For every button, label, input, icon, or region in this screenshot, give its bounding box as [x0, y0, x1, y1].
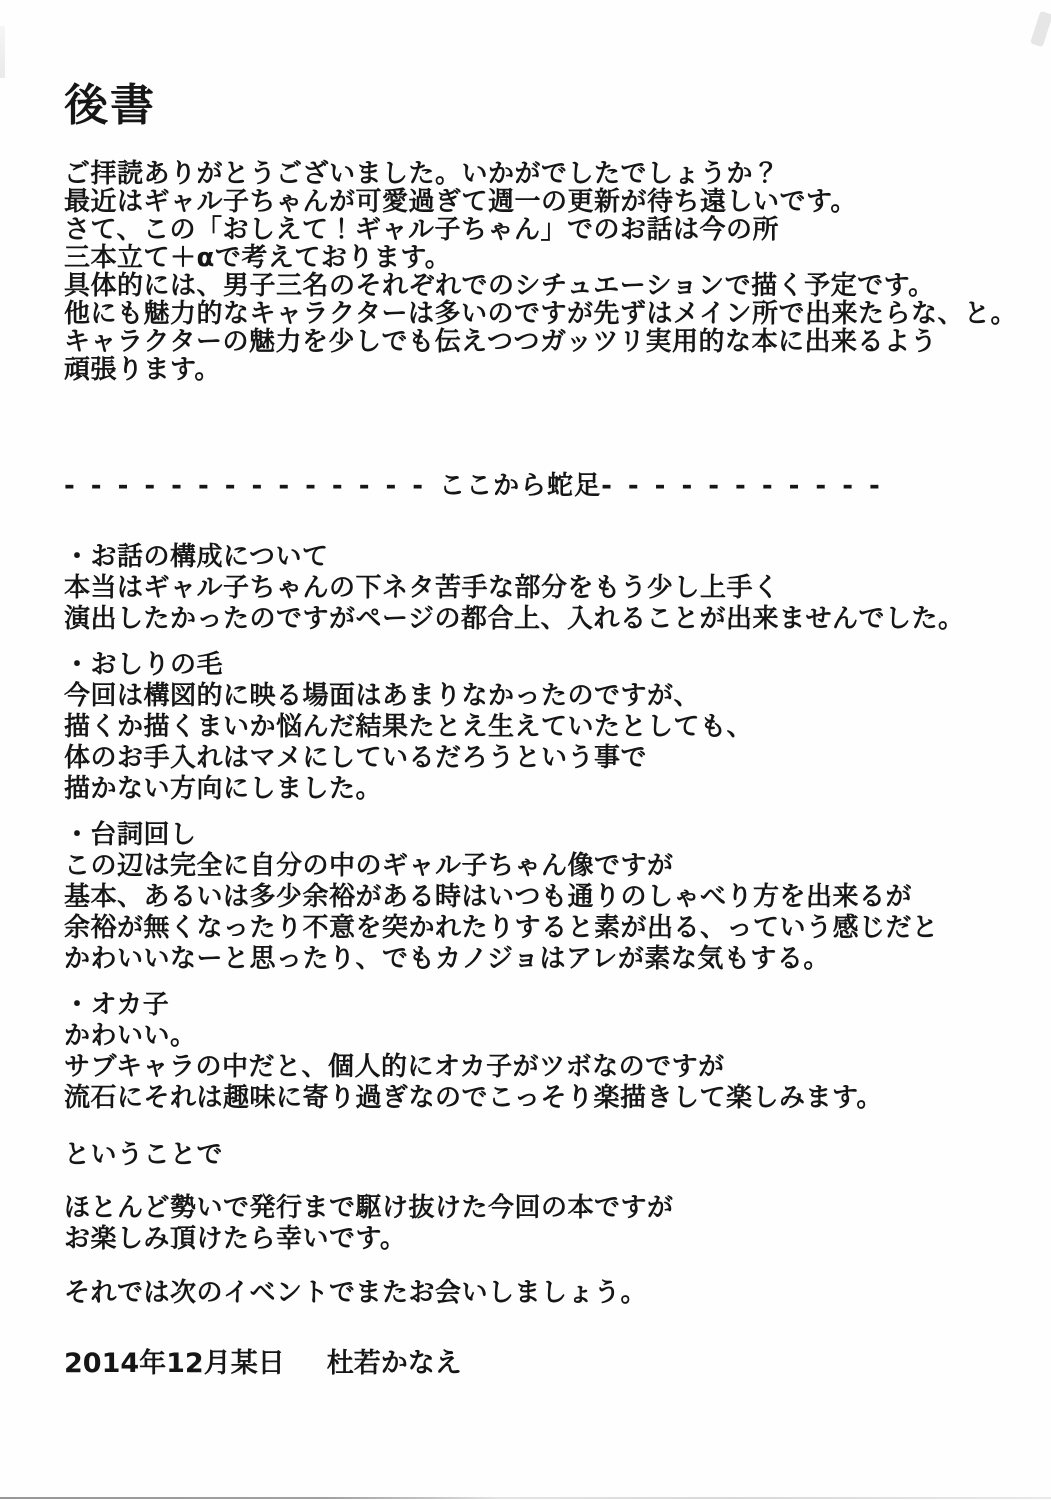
intro-line: キャラクターの魅力を少しでも伝えつつガッツリ実用的な本に出来るよう — [64, 327, 937, 357]
section-line: 基本、あるいは多少余裕がある時はいつも通りのしゃべり方を出来るが — [64, 882, 913, 912]
divider-label: ここから蛇足 — [439, 471, 602, 501]
section-line: かわいいなーと思ったり、でもカノジョはアレが素な気もする。 — [64, 944, 830, 974]
closing-lead: ということで — [64, 1140, 224, 1170]
scan-artifact-bottom-edge — [0, 1497, 1051, 1499]
intro-line: 他にも魅力的なキャラクターは多いのですが先ずはメイン所で出来たらな、と。 — [64, 299, 1017, 329]
section-heading: ・おしりの毛 — [64, 650, 224, 680]
intro-line: ご拝読ありがとうございました。いかがでしたでしょうか？ — [64, 159, 780, 189]
section-line: 体のお手入れはマメにしているだろうという事で — [64, 743, 648, 773]
section-line: 描くか描くまいか悩んだ結果たとえ生えていたとしても、 — [64, 712, 754, 742]
page-title: 後書 — [64, 80, 156, 131]
section-story-structure — [64, 542, 1011, 635]
closing-farewell: それでは次のイベントでまたお会いしましょう。 — [64, 1278, 648, 1308]
scan-artifact-top-left — [0, 26, 5, 78]
section-line: 余裕が無くなったり不意を突かれたりすると素が出る、っていう感じだと — [64, 913, 939, 943]
section-line: 本当はギャル子ちゃんの下ネタ苦手な部分をもう少し上手く — [64, 573, 780, 603]
intro-line: 三本立て＋αで考えております。 — [64, 243, 452, 273]
signature-line — [64, 1349, 1011, 1379]
closing-line: ほとんど勢いで発行まで駆け抜けた今回の本ですが — [64, 1193, 674, 1223]
section-line: この辺は完全に自分の中のギャル子ちゃん像ですが — [64, 851, 674, 881]
divider-dashes-left: -------------- — [64, 471, 440, 501]
section-line: 演出したかったのですがページの都合上、入れることが出来ませんでした。 — [64, 604, 965, 634]
divider-dashes-right: ----------- — [601, 471, 896, 501]
section-dialogue-style — [64, 820, 1011, 975]
snake-footnote-divider — [64, 472, 1011, 500]
intro-line: さて、この「おしえて！ギャル子ちゃん」でのお話は今の所 — [64, 215, 779, 245]
section-line: 流石にそれは趣味に寄り過ぎなのでこっそり楽描きして楽しみます。 — [64, 1083, 883, 1113]
section-butt-hair — [64, 650, 1011, 805]
section-line: サブキャラの中だと、個人的にオカ子がツボなのですが — [64, 1052, 725, 1082]
section-line: 描かない方向にしました。 — [64, 774, 383, 804]
section-heading: ・オカ子 — [64, 990, 170, 1020]
section-line: かわいい。 — [64, 1021, 197, 1051]
scan-artifact-top-right — [1030, 11, 1051, 47]
section-heading: ・台詞回し — [64, 820, 197, 850]
intro-line: 最近はギャル子ちゃんが可愛過ぎて週一の更新が待ち遠しいです。 — [64, 187, 857, 217]
intro-line: 頑張ります。 — [64, 355, 221, 385]
signature-date: 2014年12月某日 — [64, 1348, 285, 1379]
closing-paragraph — [64, 1193, 1011, 1255]
intro-paragraph — [64, 159, 1017, 385]
intro-line: 具体的には、男子三名のそれぞれでのシチュエーションで描く予定です。 — [64, 271, 935, 301]
section-line: 今回は構図的に映る場面はあまりなかったのですが、 — [64, 681, 701, 711]
closing-line: お楽しみ頂けたら幸いです。 — [64, 1224, 407, 1254]
section-heading: ・お話の構成について — [64, 542, 329, 572]
signature-author: 杜若かなえ — [326, 1348, 462, 1379]
section-okako — [64, 990, 1011, 1114]
